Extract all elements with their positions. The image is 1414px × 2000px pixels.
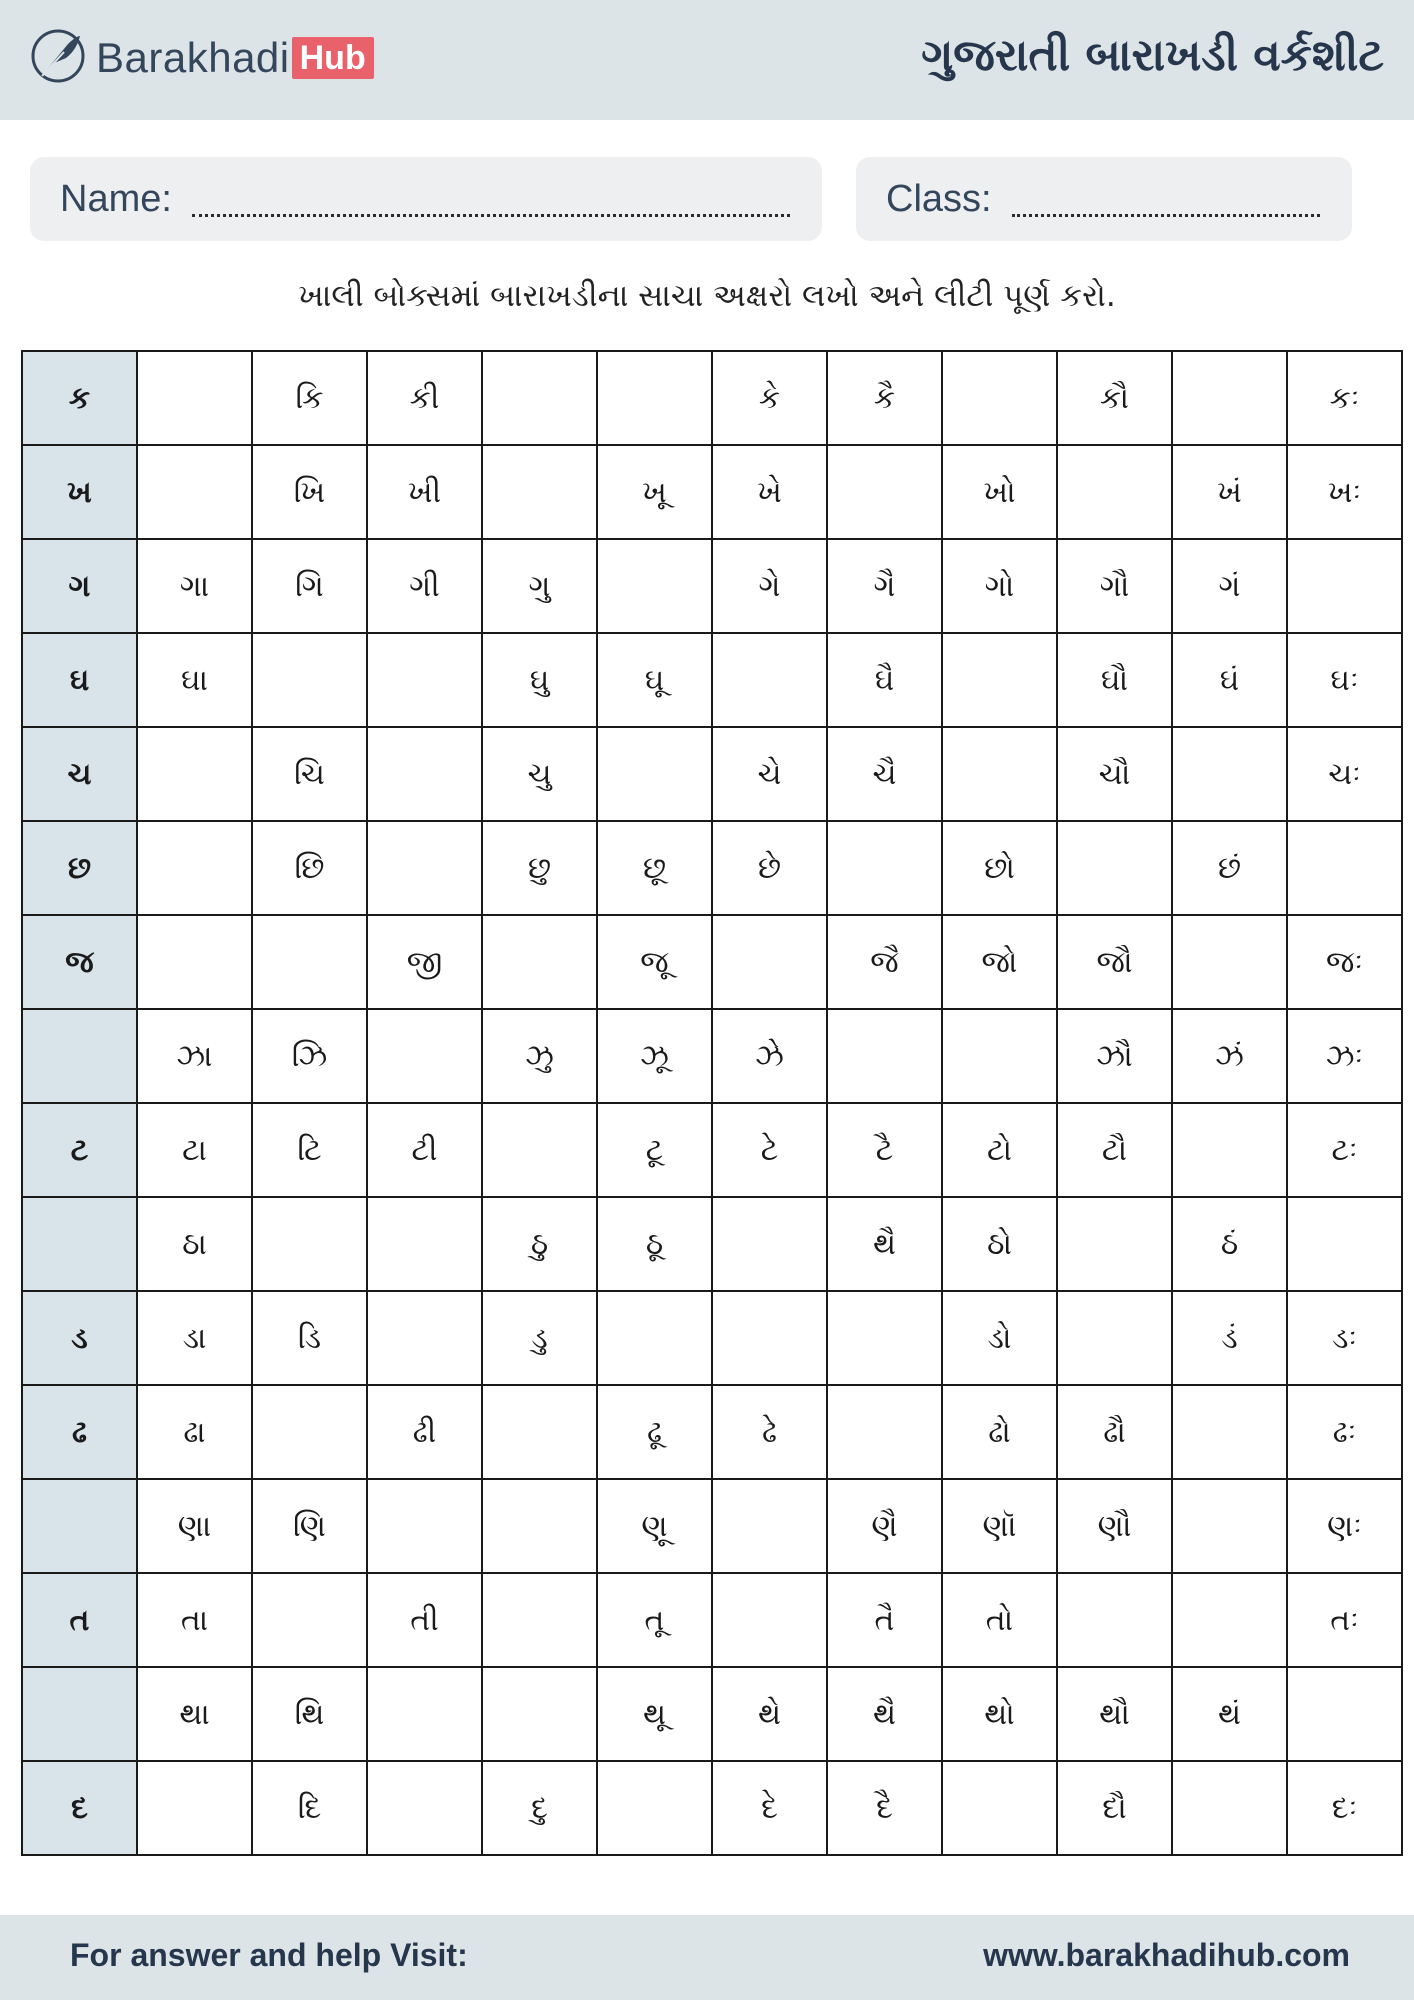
letter-cell: તૂ [597,1573,712,1667]
letter-cell: કિ [252,351,367,445]
empty-answer-cell[interactable] [712,1479,827,1573]
empty-answer-cell[interactable] [137,445,252,539]
letter-cell: ટૈ [827,1103,942,1197]
letter-cell: ઠૂ [597,1197,712,1291]
letter-cell: ઘા [137,633,252,727]
grid-row [22,1103,1402,1197]
letter-cell: છો [942,821,1057,915]
consonant-head-cell [22,1009,137,1103]
letter-cell: ઠો [942,1197,1057,1291]
empty-answer-cell[interactable] [482,1667,597,1761]
letter-cell: ગં [1172,539,1287,633]
logo-text: Barakhadi [96,34,290,81]
letter-cell: ઝૂ [597,1009,712,1103]
letter-cell: છૂ [597,821,712,915]
letter-cell: ચુ [482,727,597,821]
empty-answer-cell[interactable] [1057,1197,1172,1291]
empty-answer-cell[interactable] [252,1197,367,1291]
barakhadi-grid [21,350,1403,1856]
letter-cell: તો [942,1573,1057,1667]
letter-cell: ણૉ [942,1479,1057,1573]
empty-answer-cell[interactable] [137,915,252,1009]
empty-answer-cell[interactable] [827,1009,942,1103]
grid-row [22,1385,1402,1479]
consonant-head-cell [22,1667,137,1761]
consonant-head-cell: ત [22,1573,137,1667]
letter-cell: તૈ [827,1573,942,1667]
letter-cell: દુ [482,1761,597,1855]
letter-cell: કી [367,351,482,445]
letter-cell: ડં [1172,1291,1287,1385]
class-label: Class: [886,177,992,220]
letter-cell: દૈ [827,1761,942,1855]
empty-answer-cell[interactable] [482,1103,597,1197]
grid-row [22,633,1402,727]
letter-cell: ડુ [482,1291,597,1385]
letter-cell: થૈ [827,1197,942,1291]
letter-cell: જૌ [1057,915,1172,1009]
letter-cell: ટૌ [1057,1103,1172,1197]
letter-cell: થં [1172,1667,1287,1761]
consonant-head-cell: દ [22,1761,137,1855]
empty-answer-cell[interactable] [482,1573,597,1667]
letter-cell: તા [137,1573,252,1667]
letter-cell: છે [712,821,827,915]
empty-answer-cell[interactable] [597,1761,712,1855]
letter-cell: ઝુ [482,1009,597,1103]
letter-cell: ણિ [252,1479,367,1573]
empty-answer-cell[interactable] [137,1761,252,1855]
letter-cell: છુ [482,821,597,915]
empty-answer-cell[interactable] [1287,1667,1402,1761]
consonant-head-cell: ગ [22,539,137,633]
empty-answer-cell[interactable] [367,1197,482,1291]
consonant-head-cell: છ [22,821,137,915]
empty-answer-cell[interactable] [597,727,712,821]
letter-cell: જઃ [1287,915,1402,1009]
letter-cell: જી [367,915,482,1009]
grid-row [22,1291,1402,1385]
empty-answer-cell[interactable] [827,821,942,915]
empty-answer-cell[interactable] [1172,727,1287,821]
letter-cell: દૌ [1057,1761,1172,1855]
letter-cell: ટિ [252,1103,367,1197]
letter-cell: ઝિ [252,1009,367,1103]
letter-cell: ચે [712,727,827,821]
empty-answer-cell[interactable] [482,445,597,539]
consonant-head-cell [22,1197,137,1291]
empty-answer-cell[interactable] [1172,915,1287,1009]
grid-row [22,1479,1402,1573]
consonant-head-cell: ચ [22,727,137,821]
empty-answer-cell[interactable] [942,633,1057,727]
letter-cell: ણૈ [827,1479,942,1573]
letter-cell: ગે [712,539,827,633]
letter-cell: ગુ [482,539,597,633]
letter-cell: ઝૌ [1057,1009,1172,1103]
grid-row [22,727,1402,821]
letter-cell: ચઃ [1287,727,1402,821]
empty-answer-cell[interactable] [137,351,252,445]
empty-answer-cell[interactable] [367,821,482,915]
empty-answer-cell[interactable] [712,633,827,727]
letter-cell: ણા [137,1479,252,1573]
grid-row [22,1197,1402,1291]
quill-feather-icon [28,26,88,90]
letter-cell: ઢા [137,1385,252,1479]
letter-cell: ગી [367,539,482,633]
empty-answer-cell[interactable] [252,1385,367,1479]
consonant-head-cell: ઘ [22,633,137,727]
empty-answer-cell[interactable] [597,539,712,633]
letter-cell: ઝઃ [1287,1009,1402,1103]
page-footer [0,1915,1414,2000]
consonant-head-cell: ક [22,351,137,445]
grid-row [22,1573,1402,1667]
letter-cell: ચૈ [827,727,942,821]
letter-cell: ટા [137,1103,252,1197]
name-field-box [30,157,822,241]
empty-answer-cell[interactable] [597,351,712,445]
letter-cell: કે [712,351,827,445]
letter-cell: ણૂ [597,1479,712,1573]
empty-answer-cell[interactable] [827,445,942,539]
class-field-box [856,157,1352,241]
empty-answer-cell[interactable] [367,1761,482,1855]
consonant-head-cell: ખ [22,445,137,539]
letter-cell: થો [942,1667,1057,1761]
empty-answer-cell[interactable] [367,633,482,727]
letter-cell: ચૌ [1057,727,1172,821]
empty-answer-cell[interactable] [137,821,252,915]
empty-answer-cell[interactable] [827,1385,942,1479]
letter-cell: ડા [137,1291,252,1385]
letter-cell: કઃ [1287,351,1402,445]
empty-answer-cell[interactable] [1057,1291,1172,1385]
page-header [0,0,1414,120]
consonant-head-cell: ઢ [22,1385,137,1479]
letter-cell: દે [712,1761,827,1855]
empty-answer-cell[interactable] [482,1385,597,1479]
letter-cell: ચિ [252,727,367,821]
letter-cell: છં [1172,821,1287,915]
empty-answer-cell[interactable] [252,633,367,727]
grid-row [22,821,1402,915]
empty-answer-cell[interactable] [252,1573,367,1667]
empty-answer-cell[interactable] [1172,351,1287,445]
empty-answer-cell[interactable] [1172,1761,1287,1855]
empty-answer-cell[interactable] [942,351,1057,445]
consonant-head-cell: જ [22,915,137,1009]
empty-answer-cell[interactable] [827,1291,942,1385]
letter-cell: ગિ [252,539,367,633]
letter-cell: ઢઃ [1287,1385,1402,1479]
letter-cell: ખો [942,445,1057,539]
empty-answer-cell[interactable] [1057,445,1172,539]
letter-cell: તઃ [1287,1573,1402,1667]
letter-cell: દિ [252,1761,367,1855]
letter-cell: ઘૈ [827,633,942,727]
grid-row [22,539,1402,633]
empty-answer-cell[interactable] [1172,1103,1287,1197]
letter-cell: ગા [137,539,252,633]
empty-answer-cell[interactable] [942,727,1057,821]
grid-row [22,915,1402,1009]
letter-cell: થે [712,1667,827,1761]
letter-cell: તી [367,1573,482,1667]
empty-answer-cell[interactable] [1172,1573,1287,1667]
empty-answer-cell[interactable] [712,1197,827,1291]
letter-cell: થિ [252,1667,367,1761]
consonant-head-cell [22,1479,137,1573]
letter-cell: ખે [712,445,827,539]
letter-cell: ણૌ [1057,1479,1172,1573]
letter-cell: થૈ [827,1667,942,1761]
letter-cell: ડિ [252,1291,367,1385]
consonant-head-cell: ટ [22,1103,137,1197]
letter-cell: થૌ [1057,1667,1172,1761]
empty-answer-cell[interactable] [252,915,367,1009]
letter-cell: જો [942,915,1057,1009]
letter-cell: ઘૌ [1057,633,1172,727]
empty-answer-cell[interactable] [712,1573,827,1667]
page-title: ગુજરાતી બારાખડી વર્કશીટ [921,30,1384,81]
letter-cell: ઘુ [482,633,597,727]
name-label: Name: [60,177,172,220]
empty-answer-cell[interactable] [1172,1385,1287,1479]
letter-cell: છિ [252,821,367,915]
letter-cell: ઠા [137,1197,252,1291]
empty-answer-cell[interactable] [367,1667,482,1761]
letter-cell: ખૂ [597,445,712,539]
empty-answer-cell[interactable] [367,1291,482,1385]
letter-cell: ટઃ [1287,1103,1402,1197]
grid-row [22,445,1402,539]
empty-answer-cell[interactable] [1287,1197,1402,1291]
letter-cell: કૌ [1057,351,1172,445]
instruction-text: ખાલી બોક્સમાં બારાખડીના સાચા અક્ષરો લખો અને લીટી પૂર્ણ કરો. [298,278,1116,314]
empty-answer-cell[interactable] [712,1291,827,1385]
grid-row [22,1667,1402,1761]
letter-cell: ઠં [1172,1197,1287,1291]
empty-answer-cell[interactable] [1057,1573,1172,1667]
empty-answer-cell[interactable] [597,1291,712,1385]
letter-cell: ખી [367,445,482,539]
letter-cell: ઘઃ [1287,633,1402,727]
letter-cell: ખિ [252,445,367,539]
empty-answer-cell[interactable] [1287,821,1402,915]
grid-row [22,351,1402,445]
empty-answer-cell[interactable] [1172,1479,1287,1573]
empty-answer-cell[interactable] [1287,539,1402,633]
letter-cell: ખં [1172,445,1287,539]
empty-answer-cell[interactable] [367,727,482,821]
letter-cell: ટો [942,1103,1057,1197]
letter-cell: ઢે [712,1385,827,1479]
class-input-line[interactable] [1012,214,1320,217]
letter-cell: ટી [367,1103,482,1197]
letter-cell: થૂ [597,1667,712,1761]
letter-cell: ઘૂ [597,633,712,727]
letter-cell: જૂ [597,915,712,1009]
logo[interactable] [28,26,374,90]
letter-cell: ઢો [942,1385,1057,1479]
footer-help-text: For answer and help Visit: [70,1937,468,1973]
footer-website-link[interactable]: www.barakhadihub.com [983,1937,1350,1973]
empty-answer-cell[interactable] [482,351,597,445]
letter-cell: ઝં [1172,1009,1287,1103]
letter-cell: ણઃ [1287,1479,1402,1573]
empty-answer-cell[interactable] [137,727,252,821]
letter-cell: ટૂ [597,1103,712,1197]
letter-cell: ગો [942,539,1057,633]
letter-cell: દઃ [1287,1761,1402,1855]
empty-answer-cell[interactable] [482,915,597,1009]
empty-answer-cell[interactable] [942,1761,1057,1855]
letter-cell: ઘં [1172,633,1287,727]
letter-cell: ઢી [367,1385,482,1479]
letter-cell: ખઃ [1287,445,1402,539]
letter-cell: જૈ [827,915,942,1009]
letter-cell: ઠુ [482,1197,597,1291]
letter-cell: ગૌ [1057,539,1172,633]
empty-answer-cell[interactable] [712,915,827,1009]
name-input-line[interactable] [192,214,790,217]
letter-cell: ઝે [712,1009,827,1103]
letter-cell: ટે [712,1103,827,1197]
letter-cell: ઢૂ [597,1385,712,1479]
letter-cell: ઢૌ [1057,1385,1172,1479]
grid-row [22,1761,1402,1855]
letter-cell: ગૈ [827,539,942,633]
consonant-head-cell: ડ [22,1291,137,1385]
logo-badge: Hub [292,37,374,79]
empty-answer-cell[interactable] [942,1009,1057,1103]
letter-cell: ડો [942,1291,1057,1385]
letter-cell: થા [137,1667,252,1761]
letter-cell: ડઃ [1287,1291,1402,1385]
letter-cell: કૈ [827,351,942,445]
empty-answer-cell[interactable] [1057,821,1172,915]
empty-answer-cell[interactable] [482,1479,597,1573]
letter-cell: ઝા [137,1009,252,1103]
empty-answer-cell[interactable] [367,1479,482,1573]
empty-answer-cell[interactable] [367,1009,482,1103]
grid-row [22,1009,1402,1103]
